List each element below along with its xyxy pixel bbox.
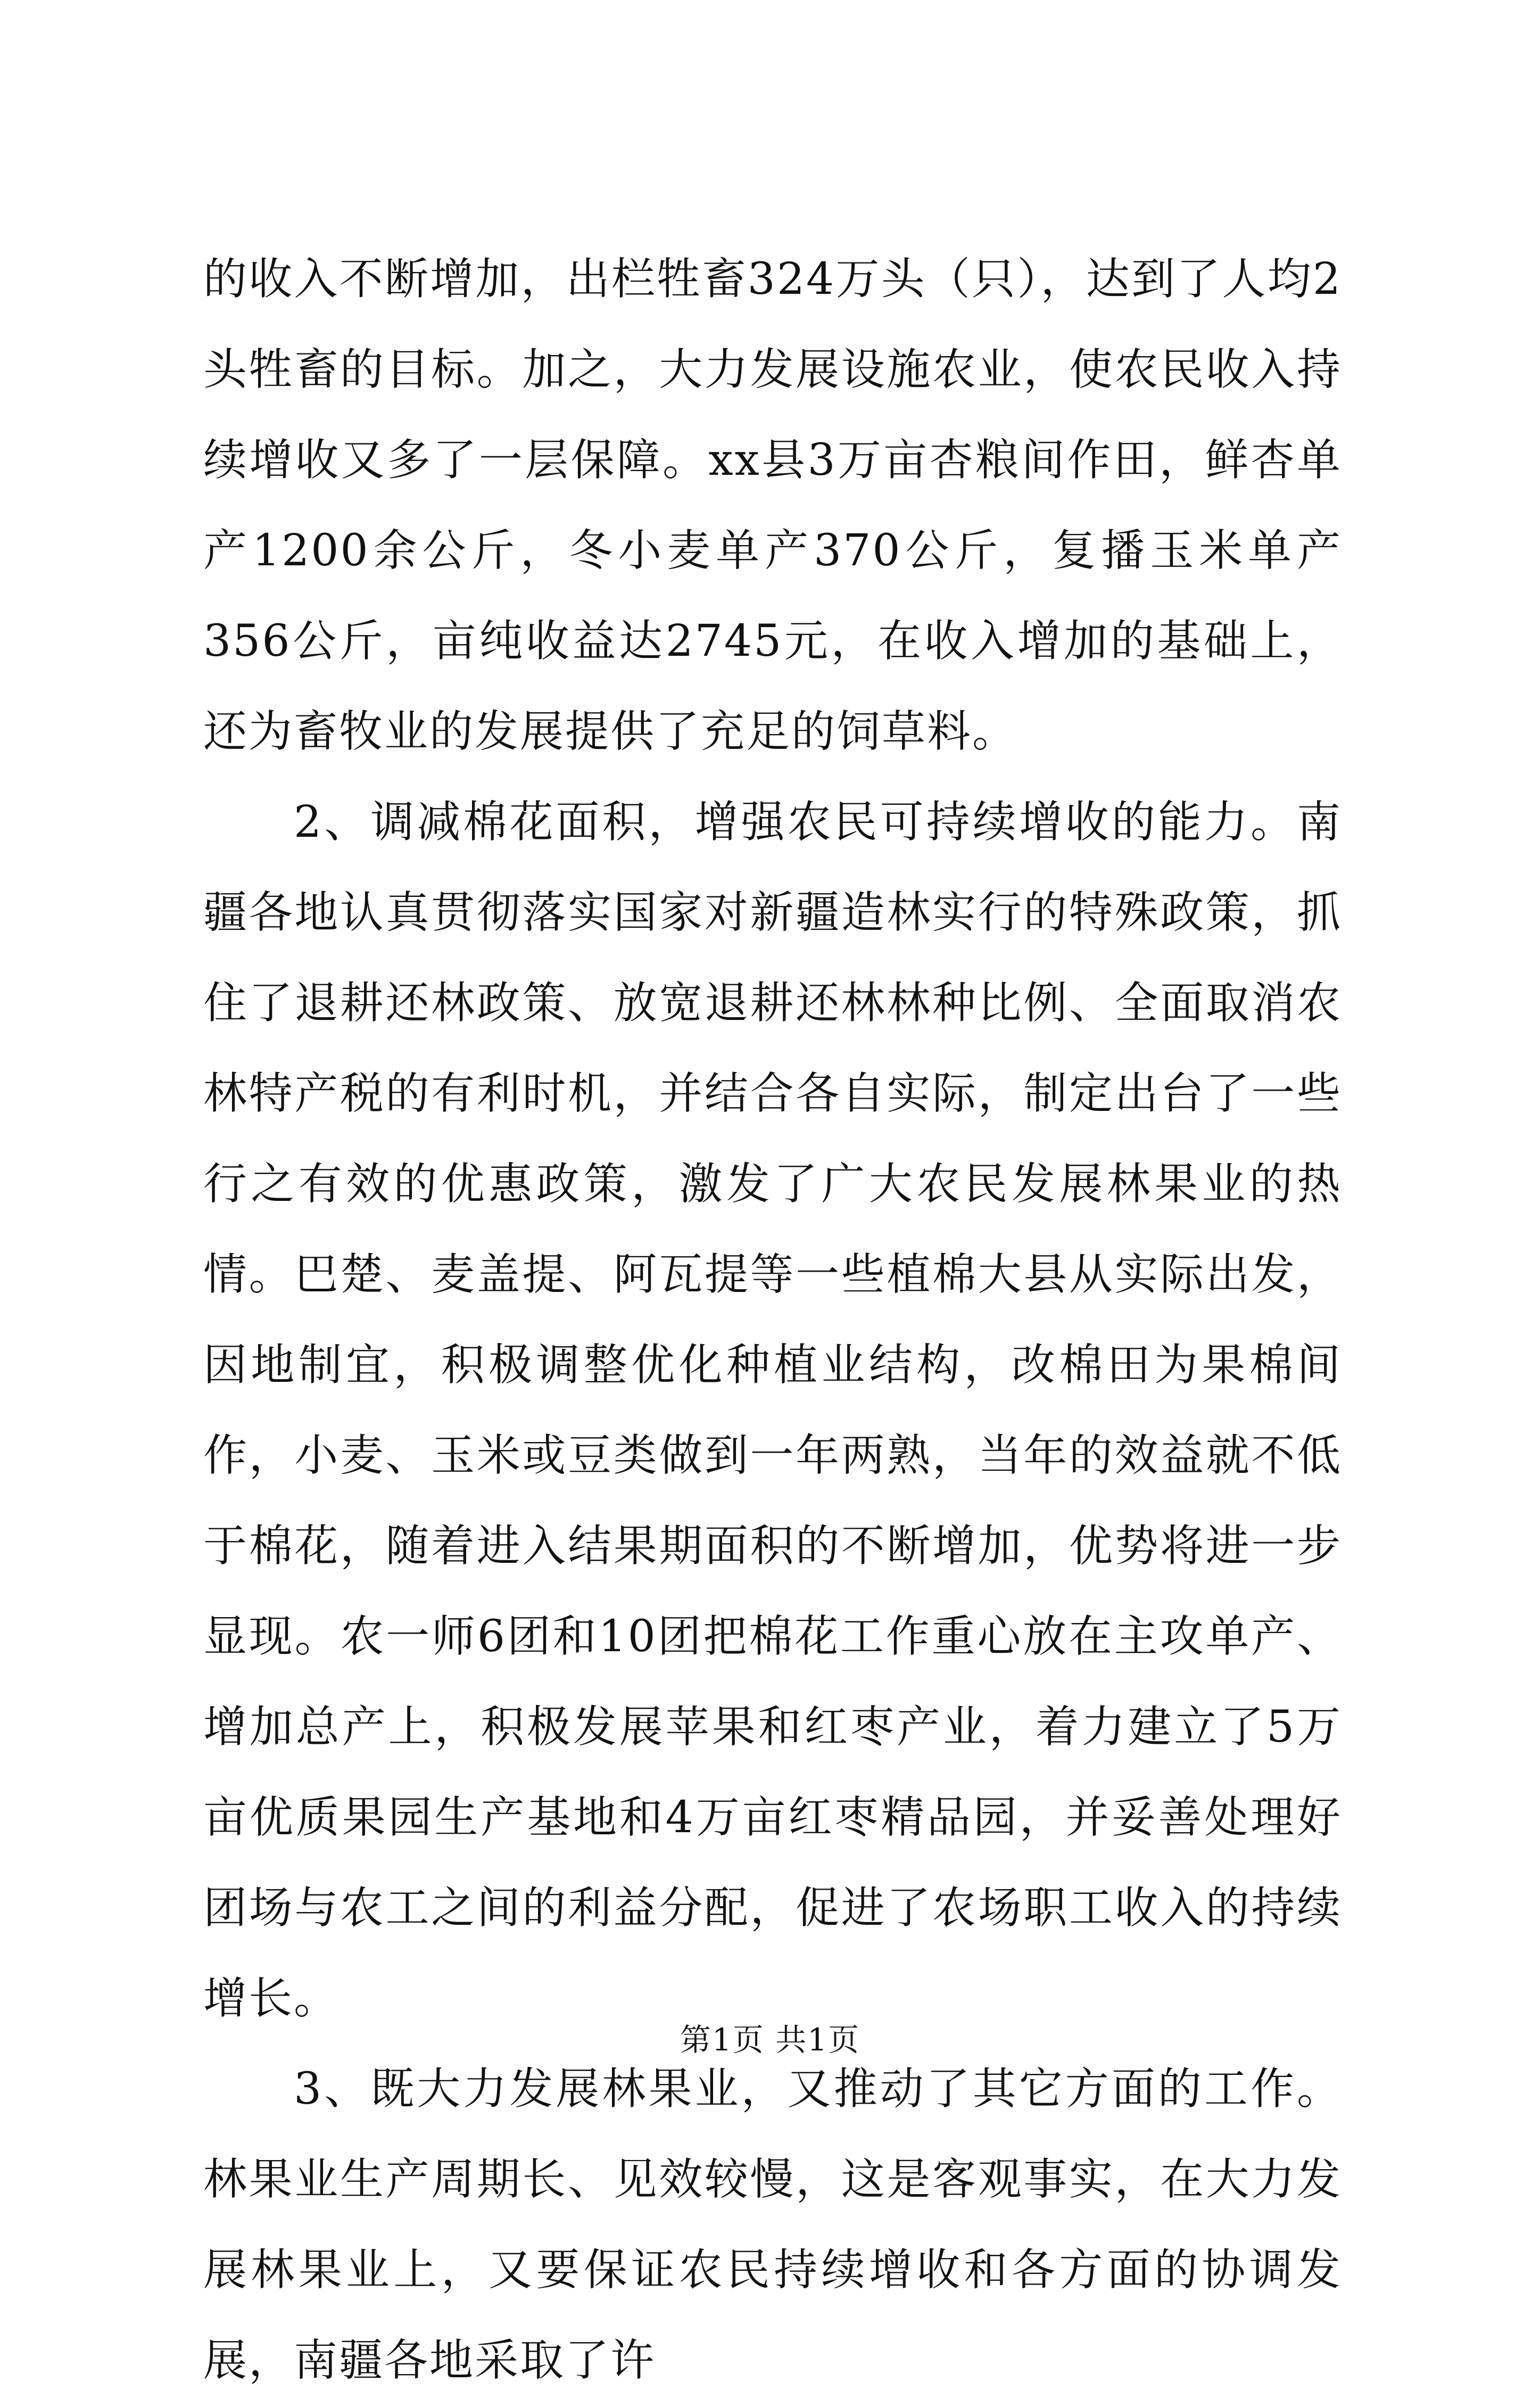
document-body: [203, 234, 1342, 2406]
paragraph-2: 2、调减棉花面积，增强农民可持续增收的能力。南疆各地认真贯彻落实国家对新疆造林实行的特殊政策，抓住了退耕还林政策、放宽退耕还林林种比例、全面取消农林特产税的有利时机，并结合各自实际，制定出台了一些行之有效的优惠政策，激发了广大农民发展林果业的热情。巴楚、麦盖提、阿瓦提等一些植棉大县从实际出发，因地制宜，积极调整优化种植业结构，改棉田为果棉间作，小麦、玉米或豆类做到一年两熟，当年的效益就不低于棉花，随着进入结果期面积的不断增加，优势将进一步显现。农一师6团和10团把棉花工作重心放在主攻单产、增加总产上，积极发展苹果和红枣产业，着力建立了5万亩优质果园生产基地和4万亩红枣精品园，并妥善处理好团场与农工之间的利益分配，促进了农场职工收入的持续增长。: [203, 797, 1342, 2024]
paragraph-3: 3、既大力发展林果业，又推动了其它方面的工作。林果业生产周期长、见效较慢，这是客观事实，在大力发展林果业上，又要保证农民持续增收和各方面的协调发展，南疆各地采取了许: [203, 2064, 1342, 2386]
page-number-label: 第1页 共1页: [680, 2022, 860, 2058]
paragraph-1: 的收入不断增加，出栏牲畜324万头（只），达到了人均2头牲畜的目标。加之，大力发展设施农业，使农民收入持续增收又多了一层保障。xx县3万亩杏粮间作田，鲜杏单产1200余公斤，冬小麦单产370公斤，复播玉米单产356公斤，亩纯收益达2745元，在收入增加的基础上，还为畜牧业的发展提供了充足的饲草料。: [203, 254, 1342, 757]
page-footer: [0, 2018, 1540, 2061]
